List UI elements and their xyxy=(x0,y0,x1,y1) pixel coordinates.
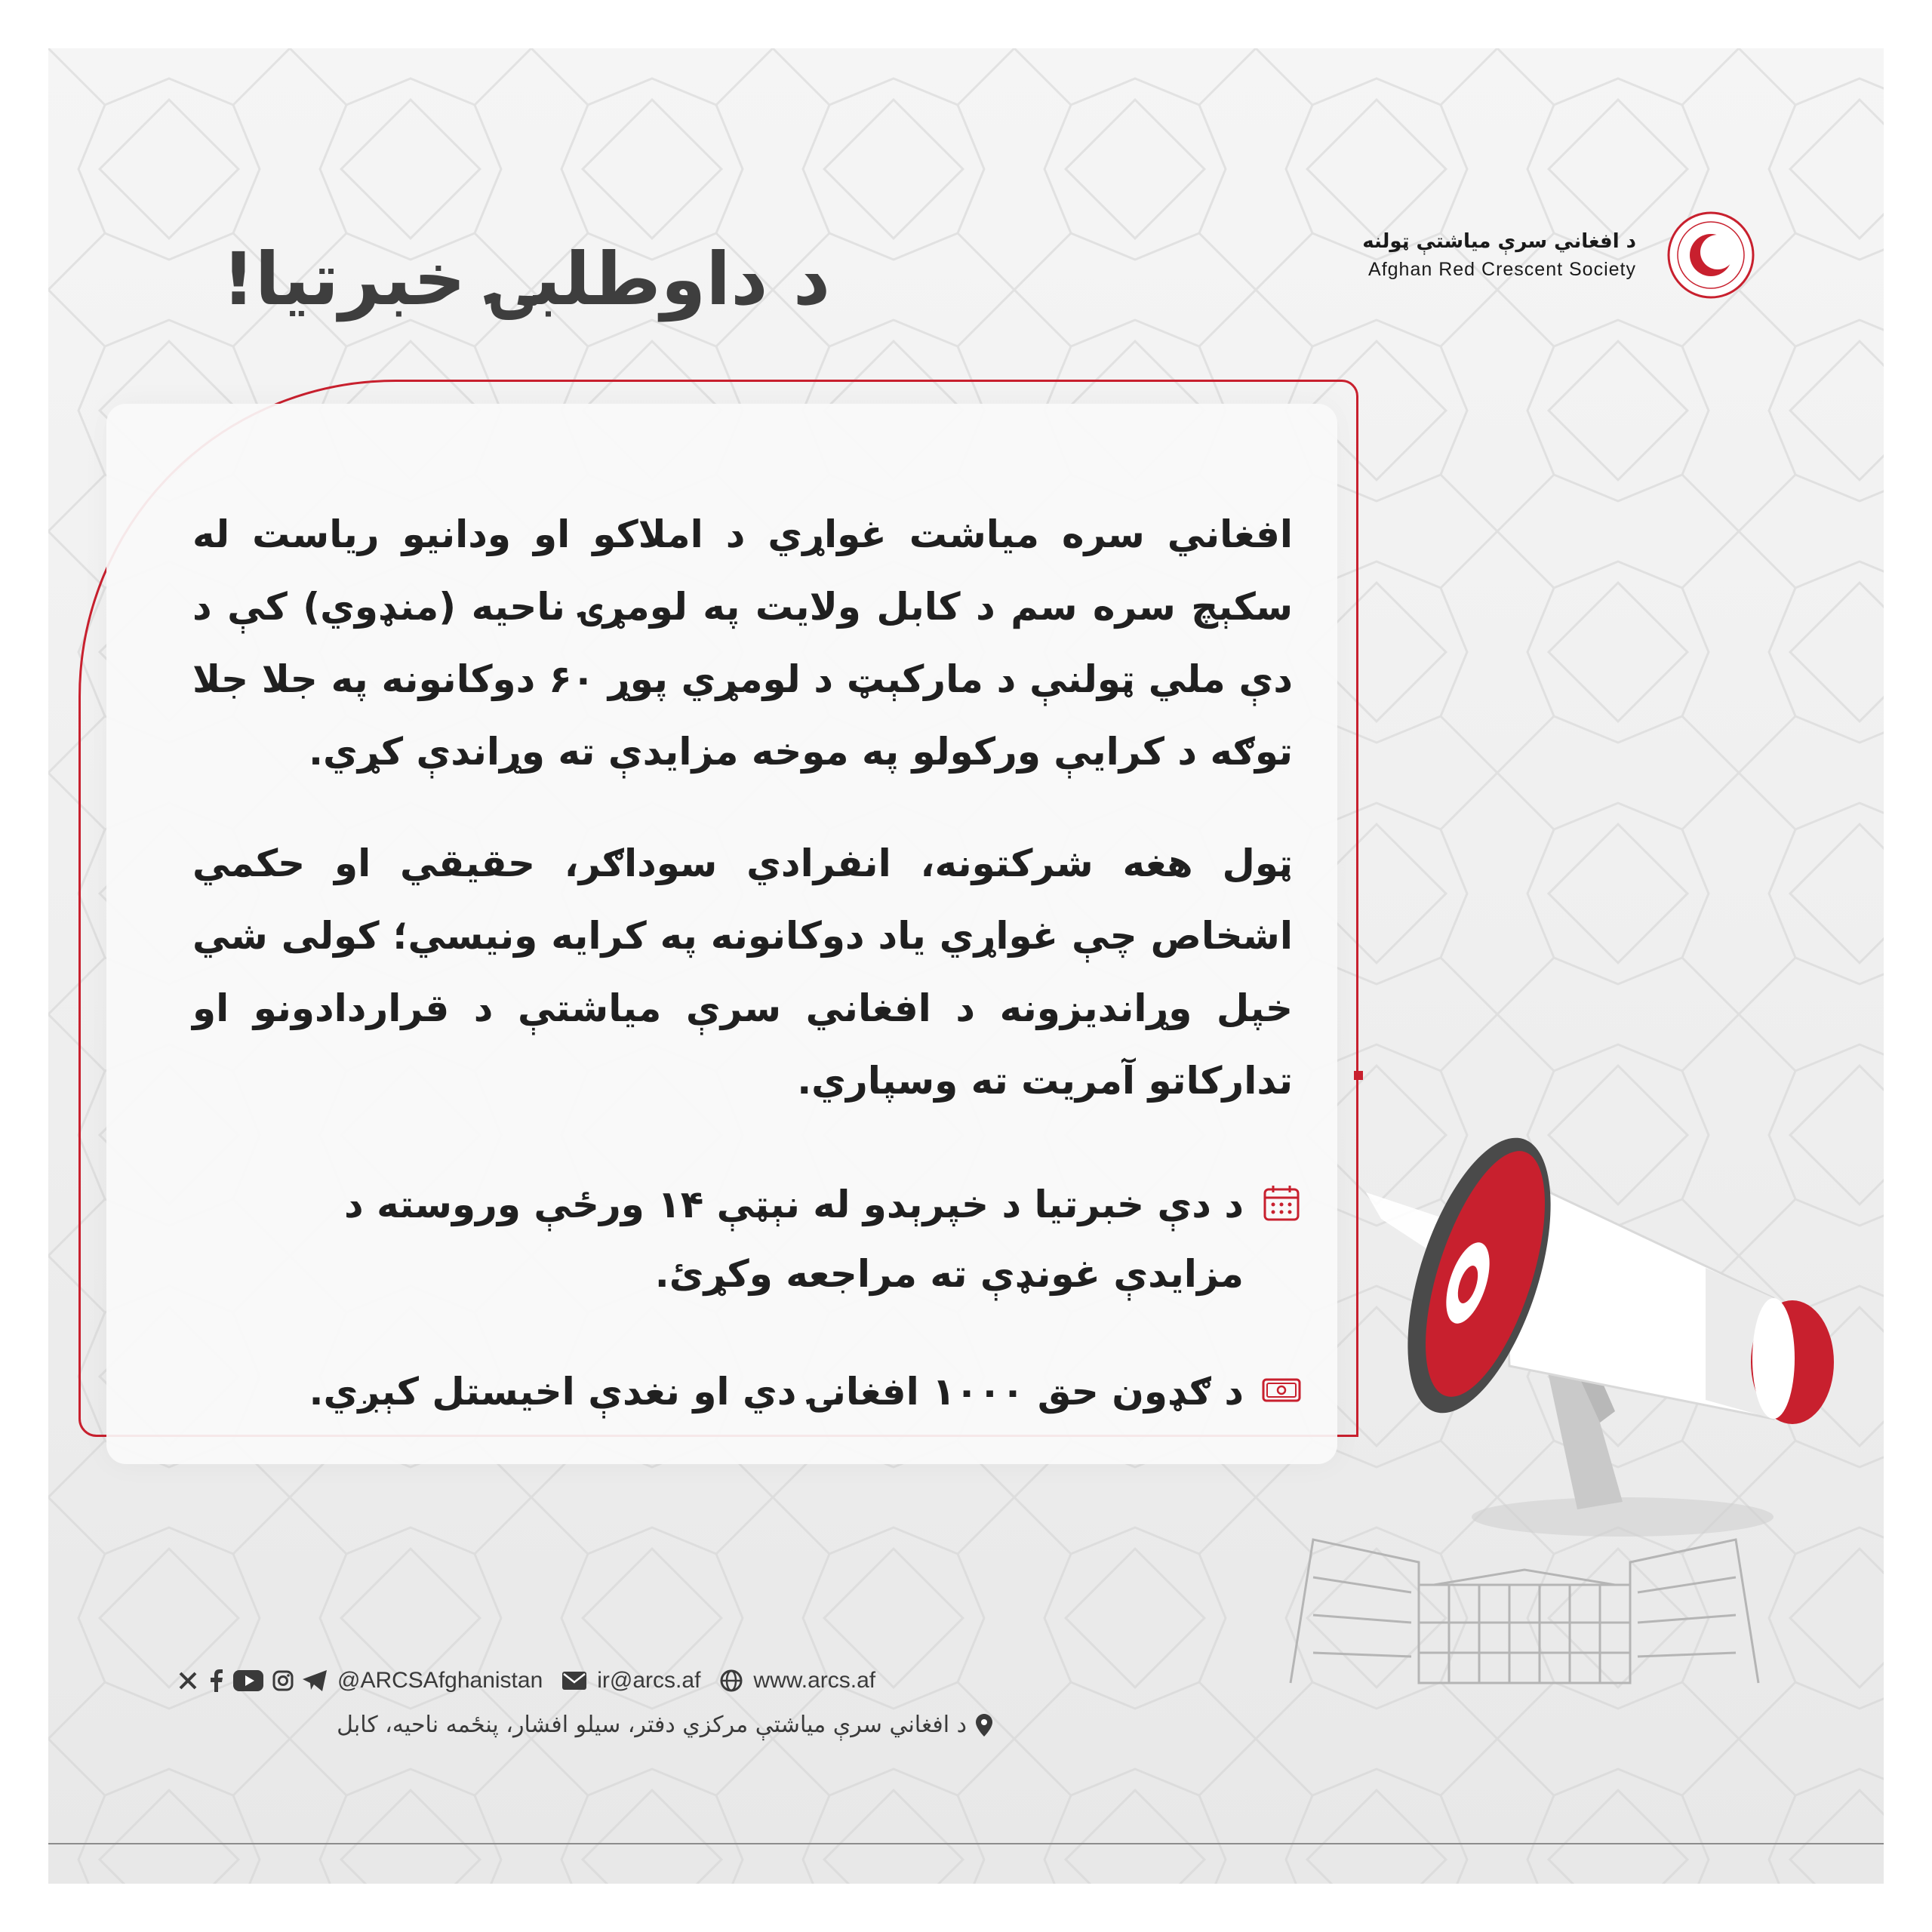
facebook-icon[interactable] xyxy=(208,1669,224,1692)
bullet-deadline xyxy=(276,1170,1303,1309)
paragraph-1: افغاني سره میاشت غواړي د املاکو او ودانیو ریاست له سکېچ سره سم د کابل ولایت په لومړۍ ناحیه (منډوي) کې د دې ملي ټولنې د مارکېټ د لومړي پوړ ۶۰ دوکانونه په جلا جلا توګه د کرایې ورکولو په موخه مزایدې ته وړاندې کړي. xyxy=(192,512,1293,774)
email-link[interactable]: ir@arcs.af xyxy=(597,1668,701,1693)
org-logo-block xyxy=(1362,211,1755,300)
page-title: د داوطلبۍ خبرتیا! xyxy=(222,237,831,321)
bullet-deadline-text: د دې خبرتیا د خپرېدو له نېټې ۱۴ ورځې وروسته د مزایدې غونډې ته مراجعه وکړئ. xyxy=(344,1183,1244,1296)
bullet-fee xyxy=(276,1357,1303,1426)
paragraph-2: ټول هغه شرکتونه، انفرادي سوداګر، حقیقي او حکمي اشخاص چې غواړي یاد دوکانونه په کرایه ونیسي؛ کولی شي خپل وړاندیزونه د افغاني سرې میاشتې د قراردادونو او تدارکاتو آمریت ته وسپاري. xyxy=(192,841,1293,1103)
email-icon xyxy=(562,1672,586,1690)
x-icon[interactable] xyxy=(177,1670,198,1691)
social-handle[interactable]: @ARCSAfghanistan xyxy=(337,1668,543,1693)
org-name-pashto: د افغاني سرې میاشتې ټولنه xyxy=(1362,229,1636,253)
announcement-body xyxy=(192,498,1293,1156)
instagram-icon[interactable] xyxy=(272,1670,294,1691)
footer xyxy=(177,1668,992,1738)
telegram-icon[interactable] xyxy=(303,1670,327,1691)
bullet-fee-text: د ګډون حق ۱۰۰۰ افغانۍ دي او نغدې اخیستل کېږي. xyxy=(309,1370,1244,1414)
megaphone-icon xyxy=(1351,1049,1879,1562)
address-text: د افغاني سرې میاشتې مرکزي دفتر، سیلو افشار، پنځمه ناحیه، کابل xyxy=(337,1712,967,1738)
footer-divider xyxy=(48,1843,1884,1844)
money-icon xyxy=(1260,1369,1303,1411)
building-illustration xyxy=(1283,1532,1766,1698)
red-crescent-logo-icon xyxy=(1666,211,1755,300)
globe-icon xyxy=(720,1669,743,1692)
calendar-icon xyxy=(1260,1182,1303,1224)
address-row xyxy=(177,1712,992,1738)
org-name-english: Afghan Red Crescent Society xyxy=(1368,258,1636,280)
website-link[interactable]: www.arcs.af xyxy=(753,1668,876,1693)
youtube-icon[interactable] xyxy=(233,1670,263,1691)
location-pin-icon xyxy=(976,1714,992,1737)
